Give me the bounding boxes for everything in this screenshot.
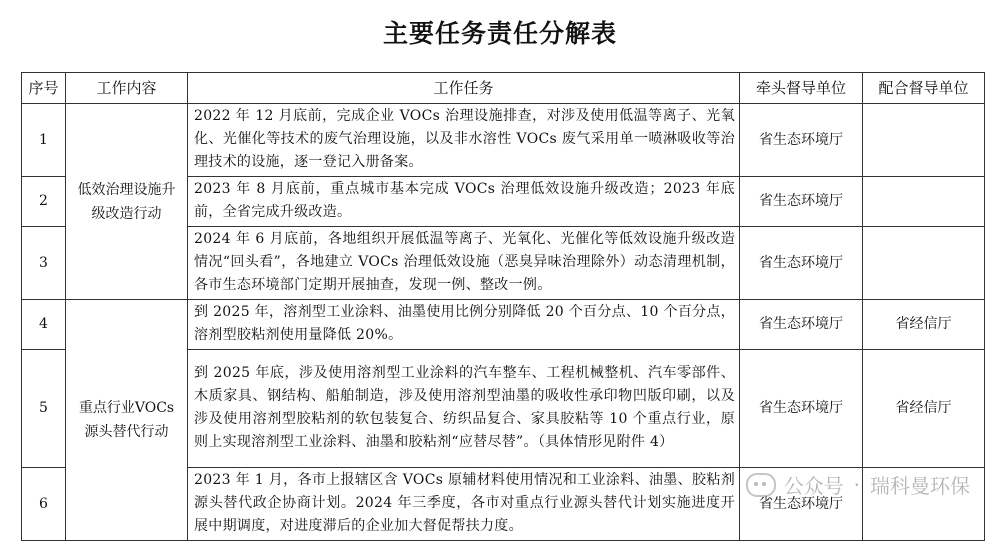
header-content: 工作内容 <box>66 73 188 104</box>
row-no: 6 <box>22 468 66 541</box>
watermark: 公众号 · 瑞科曼环保 <box>746 470 970 499</box>
row-lead-unit: 省生态环境厅 <box>740 350 863 468</box>
work-content-group-2: 重点行业VOCs源头替代行动 <box>66 300 188 541</box>
row-lead-unit: 省生态环境厅 <box>740 468 863 541</box>
header-lead-unit: 牵头督导单位 <box>740 73 863 104</box>
row-no: 1 <box>22 104 66 177</box>
row-lead-unit: 省生态环境厅 <box>740 177 863 227</box>
row-no: 4 <box>22 300 66 350</box>
header-task: 工作任务 <box>188 73 740 104</box>
row-no: 3 <box>22 227 66 300</box>
table-row <box>22 300 985 350</box>
row-coop-unit: 省经信厅 <box>863 350 985 468</box>
row-lead-unit: 省生态环境厅 <box>740 104 863 177</box>
row-coop-unit <box>863 227 985 300</box>
page-title: 主要任务责任分解表 <box>382 19 617 48</box>
row-coop-unit <box>863 177 985 227</box>
row-coop-unit: 省经信厅 <box>863 300 985 350</box>
row-task: 到 2025 年底，涉及使用溶剂型工业涂料的汽车整车、工程机械整机、汽车零部件、木质家具、钢结构、船舶制造，涉及使用溶剂型油墨的吸收性承印物凹版印刷，以及涉及使用溶剂型胶粘剂的软包装复合、纺织品复合、家具胶粘等 10 个重点行业，原则上实现溶剂型工业涂料、油墨和胶粘剂“应替尽替”。（具体情形见附件 4） <box>188 350 740 468</box>
row-task: 2024 年 6 月底前，各地组织开展低温等离子、光氧化、光催化等低效设施升级改造情况“回头看”，各地建立 VOCs 治理低效设施（恶臭异味治理除外）动态清理机制，各市生态环境部门定期开展抽查，发现一例、整改一例。 <box>188 227 740 300</box>
wechat-icon <box>746 473 776 497</box>
row-lead-unit: 省生态环境厅 <box>740 300 863 350</box>
row-no: 5 <box>22 350 66 468</box>
table-header-row <box>22 73 985 104</box>
header-no: 序号 <box>22 73 66 104</box>
row-task: 2023 年 8 月底前，重点城市基本完成 VOCs 治理低效设施升级改造；2023 年底前，全省完成升级改造。 <box>188 177 740 227</box>
watermark-name: 瑞科曼环保 <box>870 474 970 498</box>
watermark-prefix: 公众号 <box>783 474 844 498</box>
row-lead-unit: 省生态环境厅 <box>740 227 863 300</box>
row-no: 2 <box>22 177 66 227</box>
row-task: 2022 年 12 月底前，完成企业 VOCs 治理设施排查，对涉及使用低温等离子、光氧化、光催化等技术的废气治理设施，以及非水溶性 VOCs 废气采用单一喷淋吸收等治理技术的设施，逐一登记入册备案。 <box>188 104 740 177</box>
row-task: 2023 年 1 月，各市上报辖区含 VOCs 原辅材料使用情况和工业涂料、油墨、胶粘剂源头替代政企协商计划。2024 年三季度，各市对重点行业源头替代计划实施进度开展中期调度，对进度滞后的企业加大督促帮扶力度。 <box>188 468 740 541</box>
table-row <box>22 104 985 177</box>
row-coop-unit <box>863 104 985 177</box>
header-coop-unit: 配合督导单位 <box>863 73 985 104</box>
row-task: 到 2025 年，溶剂型工业涂料、油墨使用比例分别降低 20 个百分点、10 个百分点，溶剂型胶粘剂使用量降低 20%。 <box>188 300 740 350</box>
work-content-group-1: 低效治理设施升级改造行动 <box>66 104 188 300</box>
